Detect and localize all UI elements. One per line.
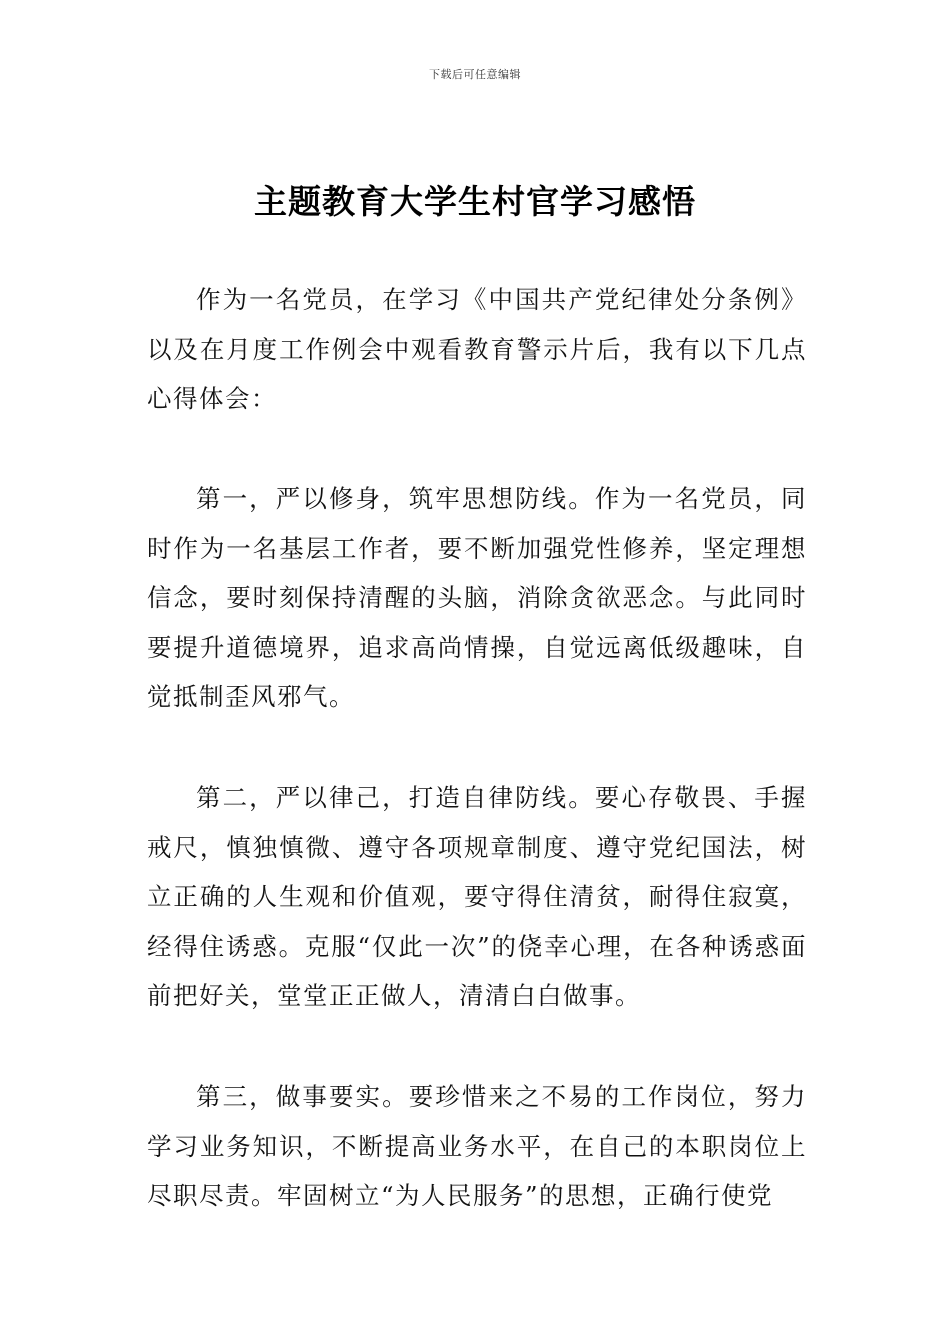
document-title: 主题教育大学生村官学习感悟 [254,182,696,221]
header-note: 下载后可任意编辑 [429,68,521,81]
paragraph-first-point [147,474,807,722]
paragraph-second-point [147,773,807,1021]
paragraph-text: 第三，做事要实。要珍惜来之不易的工作岗位，努力学习业务知识，不断提高业务水平，在自己的本职岗位上尽职尽责。牢固树立“为人民服务”的思想，正确行使党 [147,1082,807,1210]
paragraph-intro [147,275,807,424]
paragraph-text: 第二，严以律己，打造自律防线。要心存敬畏、手握戒尺，慎独慎微、遵守各项规章制度、遵守党纪国法，树立正确的人生观和价值观，要守得住清贫，耐得住寂寞，经得住诱惑。克服“仅此一次”的侥幸心理，在各种诱惑面前把好关，堂堂正正做人，清清白白做事。 [147,783,807,1010]
paragraph-third-point [147,1072,807,1221]
paragraph-text: 第一，严以修身，筑牢思想防线。作为一名党员，同时作为一名基层工作者，要不断加强党性修养，坚定理想信念，要时刻保持清醒的头脑，消除贪欲恶念。与此同时要提升道德境界，追求高尚情操，自觉远离低级趣味，自觉抵制歪风邪气。 [147,484,807,711]
paragraph-text: 作为一名党员，在学习《中国共产党纪律处分条例》以及在月度工作例会中观看教育警示片后，我有以下几点心得体会： [147,285,807,413]
